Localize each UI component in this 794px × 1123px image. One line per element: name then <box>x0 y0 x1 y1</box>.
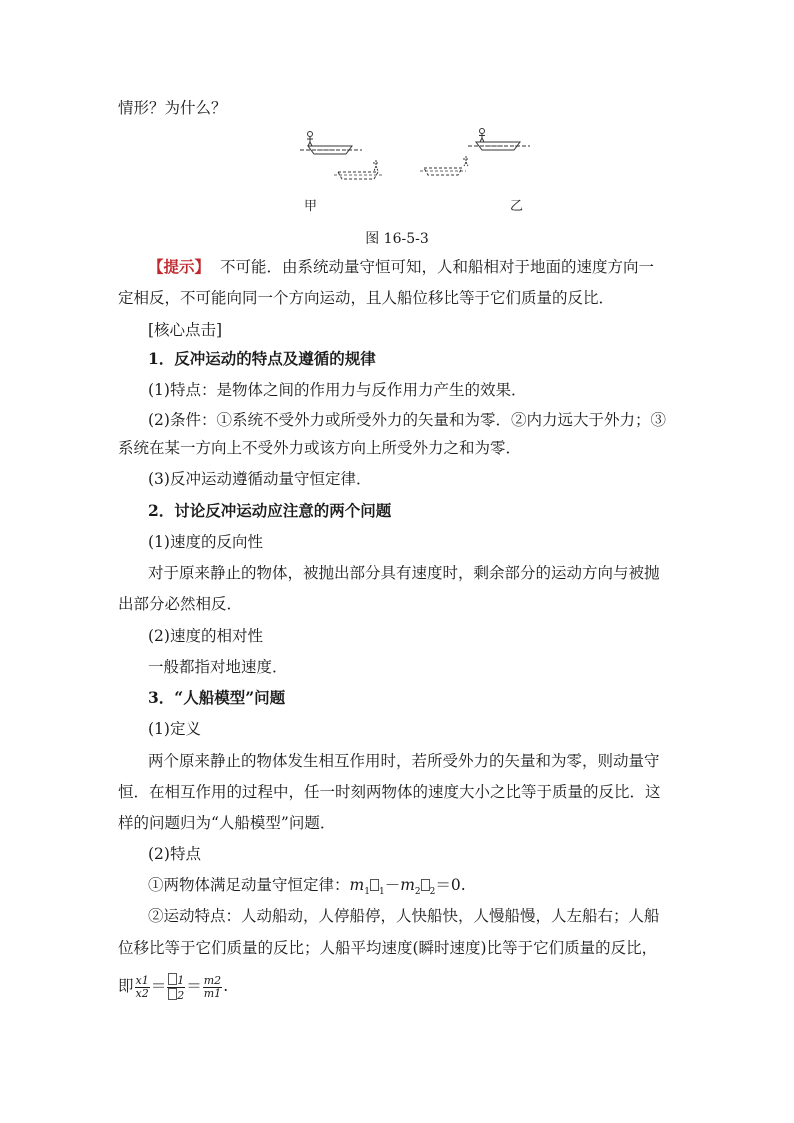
para-9a: 两个原来静止的物体发生相互作用时，若所受外力的矢量和为零，则动量守 <box>148 752 660 770</box>
lead-text: 情形？为什么？ <box>118 99 227 117</box>
missing-glyph-icon <box>370 879 379 891</box>
hint-text-1: 不可能．由系统动量守恒可知，人和船相对于地面的速度方向一 <box>220 258 655 276</box>
para-12b: 位移比等于它们质量的反比；人船平均速度(瞬时速度)比等于它们质量的反比， <box>118 939 658 957</box>
missing-glyph-icon <box>421 879 430 891</box>
para-6: (2)速度的相对性 <box>148 627 263 645</box>
para-9c: 样的问题归为“人船模型”问题． <box>118 814 336 832</box>
heading-3: 3．“人船模型”问题 <box>148 688 286 707</box>
boat-left-bottom <box>338 172 378 179</box>
hint-line-2: 定相反，不可能向同一个方向运动，且人船位移比等于它们质量的反比． <box>118 289 615 307</box>
para-7: 一般都指对地速度． <box>148 658 288 676</box>
para-5a: 对于原来静止的物体，被抛出部分具有速度时，剩余部分的运动方向与被抛 <box>148 564 660 582</box>
para-5b: 出部分必然相反． <box>118 595 243 613</box>
boat-right-bottom <box>424 168 462 175</box>
para-8: (1)定义 <box>148 720 201 738</box>
para-12a: ②运动特点：人动船动，人停船停，人快船快，人慢船慢，人左船右；人船 <box>148 907 660 925</box>
ratio-equation: 即 $\frac{x1}{x2}$ ＝ $\frac{1}{2}$ ＝ $\frac{m2}{m1}$ . <box>118 973 229 1002</box>
para-2b: 系统在某一方向上不受外力或该方向上所受外力之和为零． <box>118 439 522 457</box>
person-icon <box>308 132 313 137</box>
fraction-v: $\frac{1}{2}$ <box>167 973 185 1002</box>
para-3: (3)反冲运动遵循动量守恒定律． <box>148 470 372 488</box>
heading-2: 2．讨论反冲运动应注意的两个问题 <box>148 501 392 520</box>
person-icon-dashed <box>373 160 379 171</box>
figure-label-left: 甲 <box>304 199 318 214</box>
hint-label: 【提示】 <box>148 257 211 276</box>
para-4: (1)速度的反向性 <box>148 533 263 551</box>
heading-1: 1．反冲运动的特点及遵循的规律 <box>148 349 376 368</box>
person-icon-right-dashed <box>463 156 469 166</box>
boat-diagram <box>290 128 540 188</box>
figure-caption: 图 16-5-3 <box>365 231 429 247</box>
fraction-m: $\frac{m2}{m1}$ <box>203 973 222 1000</box>
section-label: [核心点击] <box>148 321 223 339</box>
para-10: (2)特点 <box>148 845 201 863</box>
para-1: (1)特点：是物体之间的作用力与反作用力产生的效果． <box>148 381 527 399</box>
hint-line-1 <box>148 257 654 277</box>
fraction-x: $\frac{x1}{x2}$ <box>135 973 149 1000</box>
person-icon-right <box>480 129 485 134</box>
para-9b: 恒．在相互作用的过程中，任一时刻两物体的速度大小之比等于质量的反比．这 <box>118 783 661 801</box>
para-11: ①两物体满足动量守恒定律：$m_1$ $_1-m_2$ $_2$＝0. <box>148 876 466 898</box>
missing-glyph-icon <box>168 973 177 985</box>
para-2a: (2)条件：①系统不受外力或所受外力的矢量和为零．②内力远大于外力；③ <box>148 411 666 429</box>
missing-glyph-icon <box>168 988 177 1000</box>
figure-label-right: 乙 <box>510 199 524 214</box>
